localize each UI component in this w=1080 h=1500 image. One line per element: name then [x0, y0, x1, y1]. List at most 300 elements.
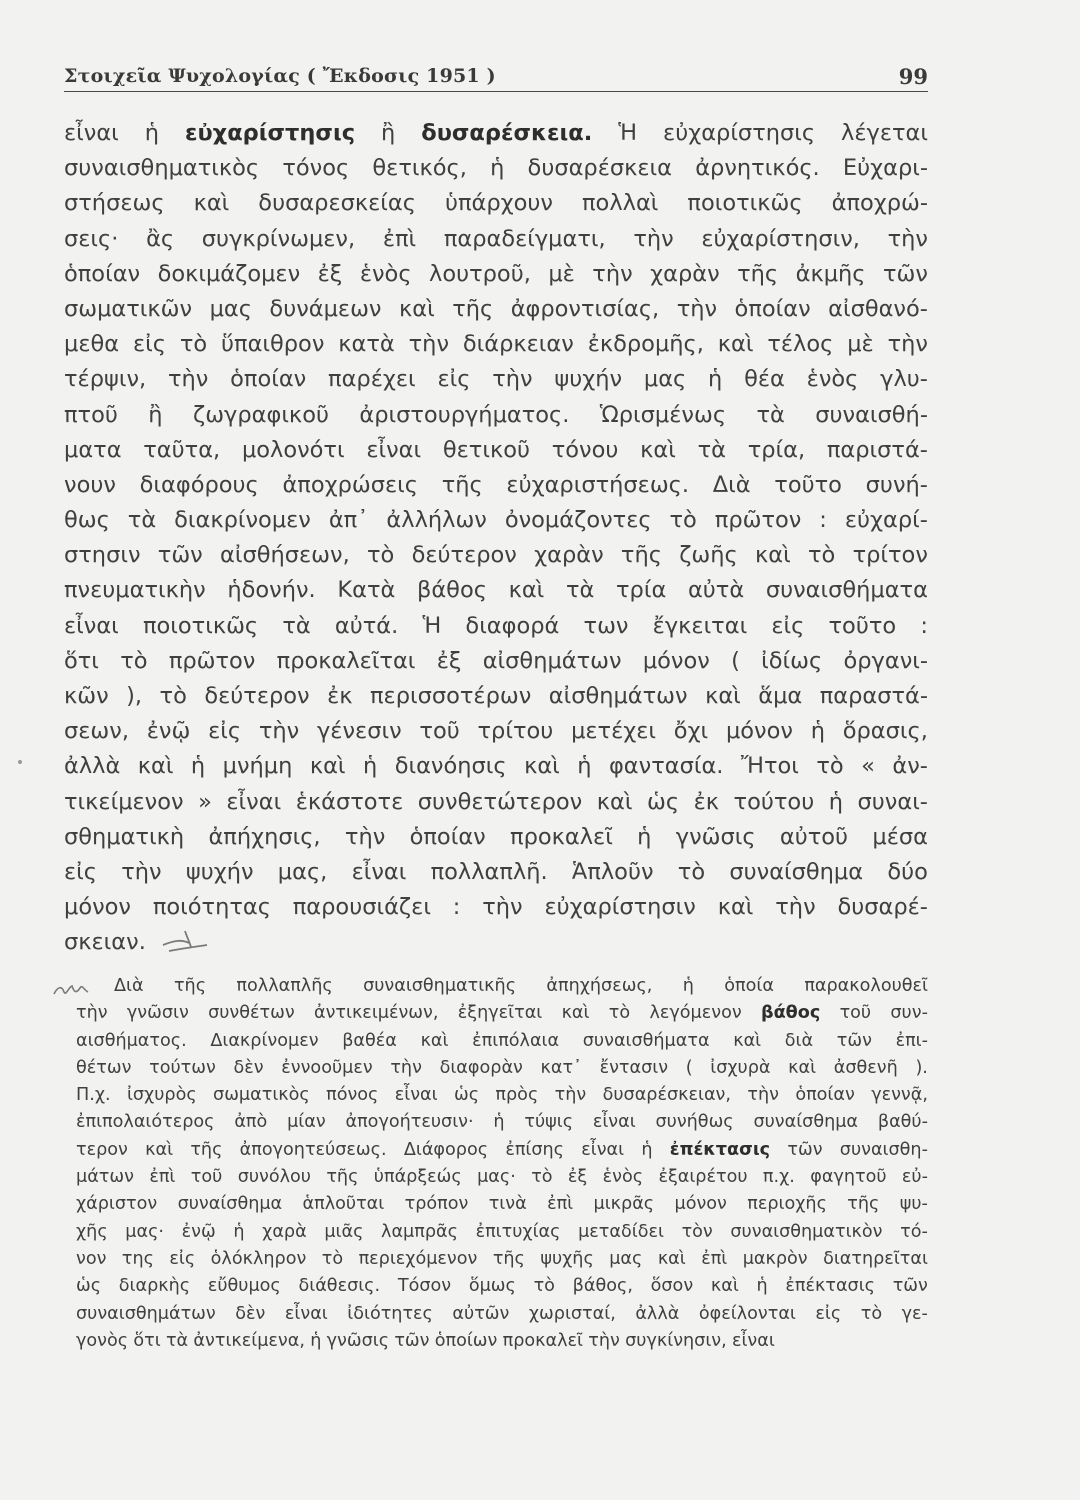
word: σωματικῶν — [64, 295, 193, 322]
word: τρία, — [747, 436, 806, 463]
word: ὕπαιθρον — [221, 331, 325, 358]
word: πολλαπλῆς — [236, 976, 333, 996]
word: ἐνῷ — [146, 718, 191, 745]
notes-line — [76, 1055, 928, 1082]
word: συγκρίνωμεν, — [201, 225, 356, 252]
word: ἀκμῆς — [795, 260, 866, 287]
word: διαφορά — [465, 612, 560, 639]
main_text-line — [64, 151, 928, 186]
word: Ἤτοι — [740, 753, 799, 780]
word: ἡ — [641, 1139, 653, 1160]
word: ἐκ — [693, 788, 720, 815]
word: ἐπιπολαιότερος — [76, 1112, 215, 1133]
margin-dot — [18, 760, 22, 764]
word: τινὰ — [488, 1194, 527, 1215]
word: τόνος — [282, 155, 350, 182]
main_text-line — [64, 538, 928, 573]
word: Διὰ — [712, 471, 751, 498]
word: τοῦτο — [774, 471, 842, 498]
word: κατ᾿ — [540, 1057, 582, 1078]
word: Ἡ — [618, 120, 638, 146]
word: ἑνὸς — [806, 366, 859, 393]
word: συνθέτων — [208, 1003, 295, 1024]
word: ὀφείλονται — [698, 1303, 796, 1324]
word: συναισθηματικὸν — [730, 1221, 883, 1242]
word: ὅσον — [650, 1276, 694, 1297]
word: ( — [685, 1057, 693, 1078]
word: νουν — [64, 471, 116, 498]
word: διανόησις — [394, 753, 507, 780]
word: ἡ — [637, 823, 652, 850]
word: ὅτι — [64, 647, 99, 674]
word: τούτου — [733, 788, 815, 815]
word: ἐπὶ — [149, 1167, 176, 1188]
word: εὐχαρίστησιν, — [701, 225, 860, 252]
word: ἀποχρώ- — [831, 190, 928, 217]
word: Διακρίνομεν — [210, 1030, 319, 1051]
word: τῆς — [441, 471, 483, 498]
word: δυσαρέσκειαν, — [602, 1085, 731, 1106]
word: Ὡρισμένως — [599, 401, 727, 428]
word: συναισθημάτων — [76, 1303, 216, 1324]
word: ἀντικειμένων, — [313, 1003, 439, 1024]
word: ἀφροντισίας, — [510, 295, 660, 322]
word: τῶν — [892, 1276, 928, 1297]
word: εἶναι — [592, 1112, 636, 1133]
word: τῶν — [787, 1139, 823, 1160]
word: ἀν- — [892, 753, 928, 780]
word: Π.χ. — [76, 1085, 111, 1106]
main_text-line — [64, 890, 928, 925]
main_text-line — [64, 855, 928, 890]
notes-line — [76, 1028, 928, 1055]
main_text-line — [64, 749, 928, 784]
word: αἰσθημάτων — [548, 683, 688, 709]
word: εἰς — [64, 858, 97, 885]
word: παραστά- — [819, 683, 928, 709]
word: τὸ — [321, 1248, 344, 1269]
word: ἡ — [144, 120, 160, 146]
word: ἐνῷ — [181, 1221, 216, 1242]
word: τὴν — [887, 225, 928, 252]
word: συναισθηματικὸς — [64, 155, 260, 182]
word: τῆς — [492, 1248, 525, 1269]
word: ψυχήν — [185, 858, 254, 885]
word: διαφορὰν — [439, 1057, 523, 1078]
word: ἡδονήν. — [227, 577, 316, 604]
notes-line — [76, 1000, 928, 1027]
word: ἐπιτυχίας — [475, 1221, 561, 1242]
word: συναισθήματα — [765, 577, 928, 604]
word: διακρίνομεν — [174, 507, 311, 534]
word: τὴν — [775, 894, 816, 921]
word: μὲ — [548, 260, 575, 287]
word: πνευματικὴν — [64, 577, 206, 604]
word: δυσαρέσκεια — [527, 155, 672, 182]
word: τὴν — [167, 366, 209, 393]
word: δὲν — [233, 1057, 264, 1078]
word: θέα — [744, 366, 785, 393]
word: αἰσθημάτων — [482, 647, 622, 674]
word: διαφόρους — [139, 471, 259, 498]
word: ἐξηγεῖται — [457, 1003, 543, 1024]
word: « — [861, 753, 875, 780]
word: ἡ — [363, 753, 378, 780]
word: μόνον — [642, 647, 710, 674]
word: πτοῦ — [64, 401, 118, 428]
word: Διὰ — [114, 976, 144, 996]
word: περισσοτέρων — [369, 683, 532, 709]
word: ἐπιπόλαια — [472, 1030, 560, 1051]
word: εἶναι — [64, 612, 119, 639]
word: ἰσχυρὸς — [126, 1085, 197, 1106]
word: χάριστον — [76, 1194, 158, 1215]
word: τὰ — [282, 612, 311, 639]
main_text-line — [64, 785, 928, 820]
word: ἀριστουργήματος. — [359, 401, 570, 428]
word: ἰδίως — [761, 647, 823, 674]
word: περιεχόμενον — [358, 1248, 478, 1269]
word: εἰς — [771, 612, 805, 639]
word: τὴν — [554, 1085, 587, 1106]
word: αὐτά. — [334, 612, 399, 639]
word: καὶ — [788, 1057, 817, 1078]
word: ὡς — [647, 788, 680, 815]
word: ὄχι — [673, 718, 709, 745]
word: τὸ — [533, 1276, 555, 1297]
word: εἶναι — [226, 788, 282, 815]
word: καὶ — [398, 295, 435, 322]
word: ἑνὸς — [359, 260, 412, 287]
word: τούτων — [149, 1057, 216, 1078]
word: συναισθήματα — [582, 1030, 710, 1051]
word: διάθεσις. — [298, 1276, 381, 1297]
word: ποιότητας — [152, 894, 271, 921]
word: μόνον — [674, 1194, 727, 1215]
word: εἶναι — [284, 1303, 328, 1324]
word: γεννᾷ, — [871, 1085, 928, 1106]
word: μίαν — [287, 1112, 326, 1133]
word: διάρκειαν — [462, 331, 574, 358]
word: βαθύ- — [877, 1112, 928, 1133]
word: ὑπάρχουν — [444, 190, 553, 217]
word: εὐχαρίστησιν — [544, 894, 696, 921]
word: ἀπηχήσεως, — [546, 976, 653, 996]
word: σθηματικὴ — [64, 823, 185, 850]
word: προκαλεῖται — [276, 647, 416, 674]
word: εὐχαρί- — [844, 507, 928, 534]
word: μας — [643, 366, 687, 393]
main_text-line — [64, 116, 928, 151]
word: φαντασία. — [608, 753, 724, 780]
main_text-line — [64, 925, 928, 960]
word: Τόσον — [397, 1276, 452, 1297]
word: πολλαὶ — [582, 190, 659, 217]
word: ἡ — [756, 1276, 768, 1297]
word: γνῶσις — [675, 823, 756, 850]
running-header — [64, 55, 928, 92]
word: ἔντασιν — [599, 1057, 669, 1078]
word: ψυχήν — [554, 366, 623, 393]
word: τὸ — [669, 507, 697, 534]
word: ἁπλοῦται — [302, 1194, 385, 1215]
word: ἀσθενῆ — [833, 1057, 898, 1078]
word: ἀπογοήτευσιν· — [345, 1112, 474, 1133]
word: ἐπὶ — [547, 1194, 574, 1215]
word: τὸ — [677, 858, 706, 885]
word: τῶν — [836, 1030, 872, 1051]
word: καὶ — [733, 1030, 762, 1051]
word: ἰσχυρὰ — [710, 1057, 771, 1078]
word: γονὸς — [76, 1330, 129, 1351]
word: συνόλου — [237, 1167, 311, 1188]
word: παρέχει — [328, 366, 416, 393]
word: ὀργανι- — [843, 647, 928, 674]
word: Εὐχαρι- — [842, 155, 928, 182]
word: καὶ — [596, 788, 633, 815]
word: ἡ — [810, 718, 825, 745]
main_text-line — [64, 327, 928, 362]
main_text-line — [64, 257, 928, 292]
word: ὁποίαν — [734, 295, 811, 322]
word: ποιοτικῶς — [142, 612, 259, 639]
notes-line — [76, 1082, 928, 1109]
word: στησιν — [64, 542, 141, 569]
word: τρίτου — [477, 718, 554, 745]
word: Ἁπλοῦν — [571, 858, 654, 885]
word: θετικός, — [372, 155, 467, 182]
word: διὰ — [784, 1030, 814, 1051]
handwritten-squiggle — [159, 925, 219, 955]
word: ἡ — [310, 1330, 322, 1351]
word: τῆς — [737, 260, 779, 287]
word: γνῶσις — [326, 1330, 390, 1351]
main_text-line — [64, 679, 928, 714]
word: τὴν — [482, 894, 523, 921]
word: : — [819, 507, 827, 534]
word: τὸ — [120, 647, 148, 674]
word: π.χ. — [762, 1167, 795, 1188]
word: καὶ — [717, 331, 754, 358]
word: εἰς — [815, 1303, 842, 1324]
word: σωματικὸς — [213, 1085, 310, 1106]
word: ὡς — [76, 1276, 102, 1297]
word: εὐ- — [901, 1167, 928, 1188]
word: τοῦτο — [828, 612, 897, 639]
word: εἰς — [437, 366, 471, 393]
word: τὸ — [179, 331, 208, 358]
word: συναισθη- — [839, 1139, 928, 1160]
word: Διάφορος — [403, 1139, 489, 1160]
word: ἀντικείμενα, — [193, 1330, 305, 1351]
word: αἰσθανό- — [828, 295, 928, 322]
word: χαρὰ — [262, 1221, 307, 1242]
emphasized-term: εὐχαρίστησις — [184, 120, 356, 146]
word: συναίσθημα — [753, 1112, 859, 1133]
word: διαρκὴς — [118, 1276, 191, 1297]
word: ἡ — [828, 788, 843, 815]
word: τὰ — [697, 436, 726, 463]
word: τὴν — [408, 331, 450, 358]
word: βάθος — [416, 577, 487, 604]
word: Ἡ — [422, 612, 442, 639]
word: τὸ — [608, 1003, 631, 1024]
word: συγκίνησιν, — [625, 1330, 727, 1351]
word: καὶ — [420, 1030, 449, 1051]
word: περιοχῆς — [747, 1194, 827, 1215]
main_text-line — [64, 222, 928, 257]
word: ζωγραφικοῦ — [192, 401, 329, 428]
word: τοῦ — [839, 1003, 872, 1024]
word: αισθήματος. — [76, 1030, 187, 1051]
word: μας, — [277, 858, 328, 885]
word: καὶ — [524, 753, 560, 780]
word: παραδείγματι, — [443, 225, 606, 252]
word: ἐπὶ — [701, 1248, 728, 1269]
word: τοῦ — [190, 1167, 223, 1188]
word: καὶ — [657, 1248, 686, 1269]
word: ), — [126, 683, 143, 709]
word: τὰ — [165, 1330, 189, 1351]
main_text-line — [64, 186, 928, 221]
word: μόνον — [725, 718, 793, 745]
word: ( — [731, 647, 740, 674]
word: τὴν — [344, 823, 386, 850]
word: ἡ — [490, 155, 505, 182]
word: ἢ — [381, 120, 396, 146]
notes-line — [76, 1137, 928, 1164]
word: γλυ- — [880, 366, 928, 393]
word: εἶναι — [581, 1139, 625, 1160]
word: ἀπὸ — [234, 1112, 268, 1133]
main_text-line — [64, 292, 928, 327]
word: φαγητοῦ — [810, 1167, 887, 1188]
word: μεθα — [64, 331, 120, 358]
word: ὁποίαν — [795, 1085, 855, 1106]
word: βαθέα — [342, 1030, 397, 1051]
word: ἐννοοῦμεν — [281, 1057, 373, 1078]
main_text-line — [64, 609, 928, 644]
word: τῆς — [620, 542, 662, 569]
word: τὴν — [887, 331, 928, 358]
word: δυνάμεων — [269, 295, 382, 322]
word: καὶ — [640, 436, 676, 463]
word: τὴν — [676, 295, 718, 322]
word: συναίσθημα — [177, 1194, 283, 1215]
word: εἶναι — [731, 1330, 775, 1351]
word: τῶν — [394, 1330, 430, 1351]
notes-line — [76, 1328, 928, 1355]
word: ἀλλὰ — [635, 1303, 680, 1324]
word: σεις· — [64, 225, 119, 252]
word: ἐπὶ — [382, 225, 417, 252]
notes-line — [76, 1109, 928, 1136]
word: ζωῆς — [679, 542, 738, 569]
word: ἐξ — [567, 1167, 588, 1188]
word: τὸ — [531, 1167, 553, 1188]
word: ὁποίων — [434, 1330, 498, 1351]
word: μάτων — [76, 1167, 134, 1188]
word: γένεσιν — [316, 718, 402, 745]
word: εἶναι — [366, 436, 422, 463]
word: τὰ — [565, 577, 595, 604]
word: τὰ — [127, 507, 157, 534]
word: ὁποίαν — [64, 260, 141, 287]
word: τὸ — [807, 542, 836, 569]
word: τῶν — [882, 260, 928, 287]
word: ἡ — [577, 753, 592, 780]
word: τικείμενον — [64, 788, 184, 815]
word: ἀπήχησις, — [208, 823, 321, 850]
word: ψυχῆς — [540, 1248, 594, 1269]
word: συνθετώτερον — [417, 788, 583, 815]
word: εὔθυμος — [207, 1276, 281, 1297]
main_text-line — [64, 644, 928, 679]
word: τὴν — [258, 718, 300, 745]
word: συναισθή- — [815, 401, 928, 428]
word: τόνου — [551, 436, 619, 463]
word: ἐξ — [317, 260, 343, 287]
word: καὶ — [755, 542, 791, 569]
word: μόνον — [64, 894, 131, 921]
word: τὴν — [492, 366, 533, 393]
notes-line — [76, 973, 928, 1000]
word: ἔγκειται — [652, 612, 748, 639]
word: τύψις — [524, 1112, 574, 1133]
word: τέρψιν, — [64, 366, 147, 393]
word: μακρὸν — [742, 1248, 808, 1269]
word: θετικοῦ — [442, 436, 530, 463]
word: πρῶτον — [168, 647, 256, 674]
word: παρακολουθεῖ — [804, 976, 928, 996]
page-number: 99 — [898, 64, 928, 89]
word: τῶν — [157, 542, 203, 569]
word: ἀποχρώσεις — [282, 471, 418, 498]
word: των — [583, 612, 629, 639]
word: δυσαρεσκείας — [258, 190, 416, 217]
word: τὸ — [159, 683, 187, 709]
word: ἀπογοητεύσεως. — [239, 1139, 387, 1160]
word: μολονότι — [241, 436, 345, 463]
notes-line — [76, 1191, 928, 1218]
word: διατηρεῖται — [823, 1248, 928, 1269]
header-title: Στοιχεῖα Ψυχολογίας ( Ἔκδοσις 1951 ) — [64, 65, 496, 87]
word: συναι- — [857, 788, 928, 815]
word: δυσαρέ- — [837, 894, 928, 921]
word: δοκιμάζομεν — [157, 260, 301, 287]
word: τὰ — [756, 401, 785, 428]
word: » — [198, 788, 212, 815]
main_text-line — [64, 433, 928, 468]
word: συν- — [890, 1003, 928, 1024]
word: εἶναι — [351, 858, 407, 885]
word: προκαλεῖ — [510, 823, 613, 850]
word: ὅμως — [468, 1276, 516, 1297]
word: ἡ — [493, 1112, 505, 1133]
word: τρόπον — [404, 1194, 469, 1215]
word: ἐκ — [327, 683, 353, 709]
main_text-line — [64, 468, 928, 503]
word: σεων, — [64, 718, 129, 745]
word: καὶ — [145, 1139, 174, 1160]
word: ἡ — [708, 366, 723, 393]
word: τῆς — [452, 295, 494, 322]
footnote-paragraph — [76, 973, 928, 1355]
word: ὁποία — [724, 976, 774, 996]
word: λαμπρᾶς — [381, 1221, 458, 1242]
word: : — [452, 894, 461, 921]
word: ὅτι — [133, 1330, 161, 1351]
